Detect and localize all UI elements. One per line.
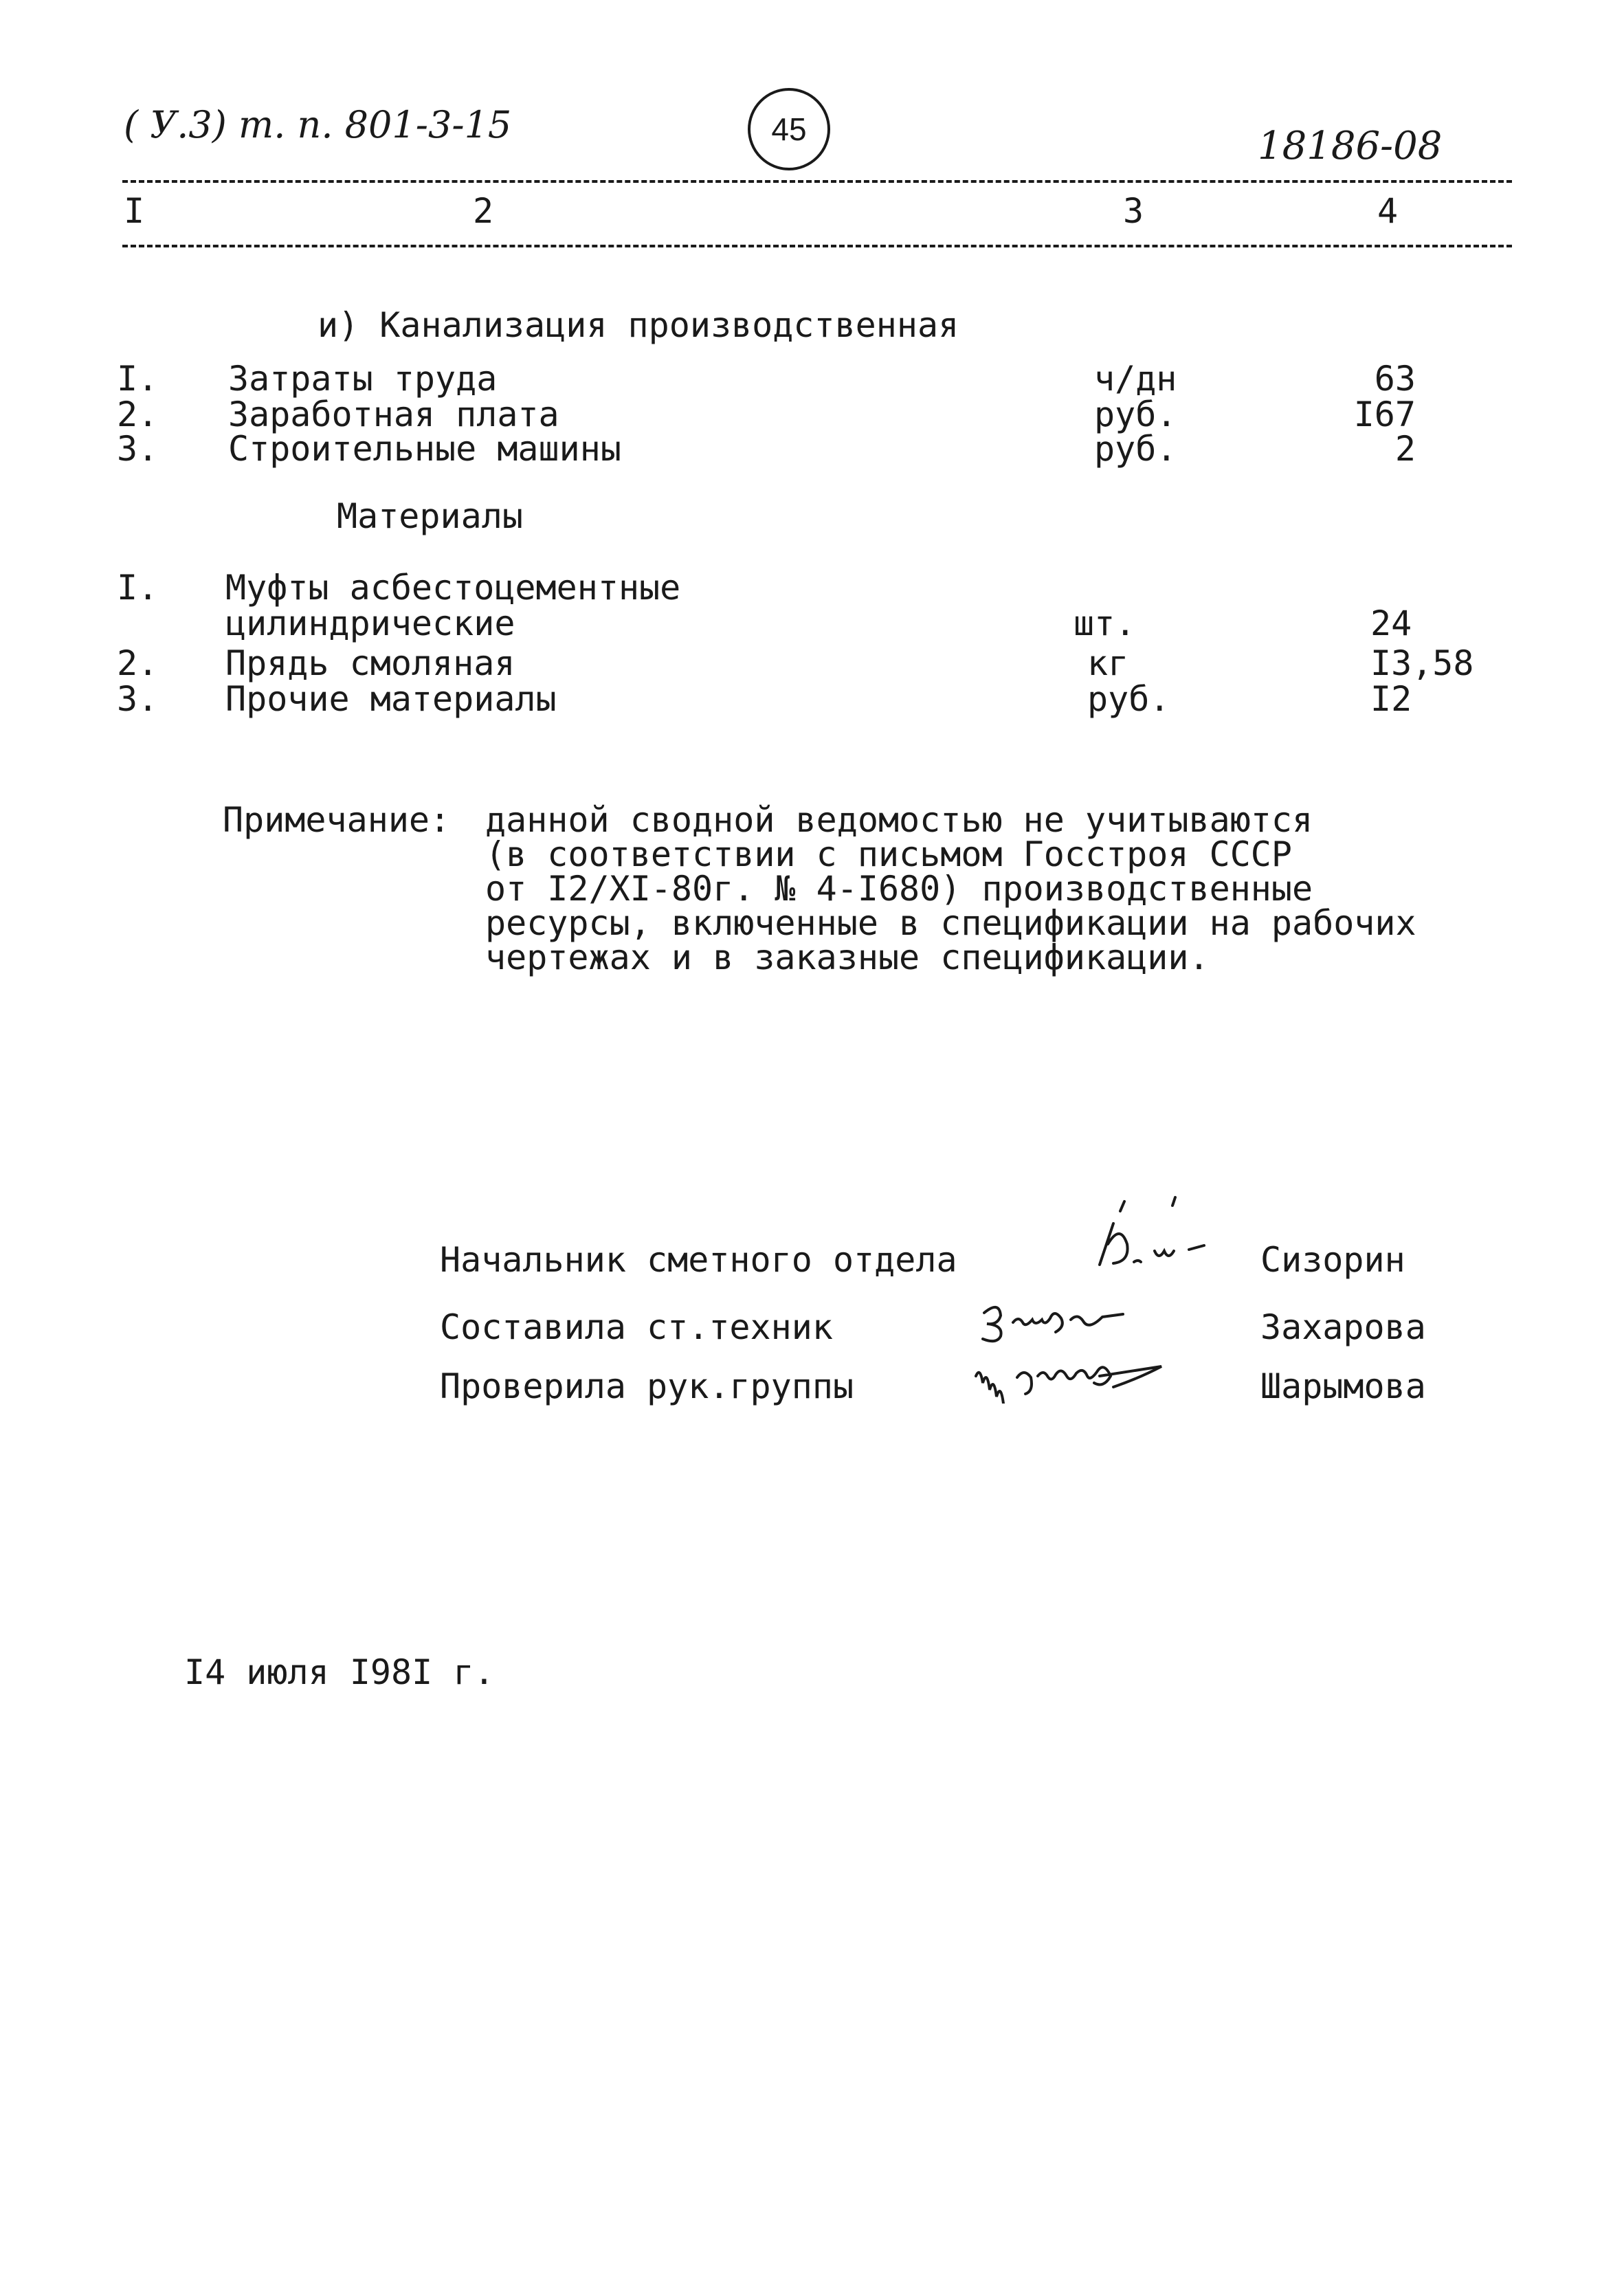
signature-role: Начальник сметного отдела [440, 1240, 957, 1280]
section-title: и) Канализация производственная [318, 305, 959, 345]
row-value: I67 [1353, 395, 1416, 434]
material-number: 3. [117, 679, 159, 719]
note-line: чертежах и в заказные спецификации. [485, 938, 1210, 977]
handwritten-signature [1072, 1196, 1251, 1278]
material-name: Прядь смоляная [225, 643, 515, 683]
column-header-4: 4 [1377, 191, 1399, 231]
signature-name: Шарымова [1260, 1366, 1426, 1406]
handwritten-signature [962, 1349, 1223, 1404]
note-line: данной сводной ведомостью не учитываются [485, 800, 1313, 840]
row-number: I. [117, 359, 159, 399]
row-name: Затраты труда [228, 359, 498, 399]
material-unit: шт. [1074, 603, 1136, 643]
row-name: Заработная плата [228, 395, 559, 434]
row-unit: ч/дн [1094, 359, 1177, 399]
column-header-3: 3 [1123, 191, 1144, 231]
material-value: I2 [1370, 679, 1412, 719]
row-value: 63 [1374, 359, 1416, 399]
handwritten-signature [975, 1292, 1153, 1347]
material-unit: руб. [1087, 679, 1170, 719]
material-name: Прочие материалы [225, 679, 557, 719]
series-reference: ( У.3) т. п. 801-3-15 [124, 103, 512, 146]
page-number: 45 [771, 111, 807, 147]
signature-name: Захарова [1260, 1307, 1426, 1347]
row-value: 2 [1394, 429, 1416, 469]
row-unit: руб. [1094, 395, 1177, 434]
row-name: Строительные машины [228, 429, 621, 469]
note-line: ресурсы, включенные в спецификации на рабочих [485, 903, 1416, 943]
note-line: от I2/XI-80г. № 4-I680) производственные [485, 869, 1313, 909]
material-value: 24 [1370, 603, 1412, 643]
material-number: 2. [117, 643, 159, 683]
materials-title: Материалы [337, 496, 523, 536]
note-line: (в соответствии с письмом Госстроя СССР [485, 834, 1292, 874]
page-number-badge [748, 88, 830, 170]
divider-bottom [122, 245, 1512, 247]
signature-role: Проверила рук.группы [440, 1366, 854, 1406]
material-name-continued: цилиндрические [225, 603, 515, 643]
divider-top [122, 180, 1512, 183]
material-name: Муфты асбестоцементные [225, 568, 681, 608]
row-number: 3. [117, 429, 159, 469]
note-label: Примечание: [223, 800, 451, 840]
signature-role: Составила ст.техник [440, 1307, 833, 1347]
row-number: 2. [117, 395, 159, 434]
signature-name: Сизорин [1260, 1240, 1405, 1280]
document-number: 18186-08 [1258, 124, 1443, 168]
material-number: I. [117, 568, 159, 608]
row-unit: руб. [1094, 429, 1177, 469]
column-header-2: 2 [473, 191, 494, 231]
material-unit: кг [1087, 643, 1129, 683]
material-value: I3,58 [1370, 643, 1474, 683]
document-date: I4 июля I98I г. [184, 1652, 495, 1692]
column-header-1: I [124, 191, 145, 231]
